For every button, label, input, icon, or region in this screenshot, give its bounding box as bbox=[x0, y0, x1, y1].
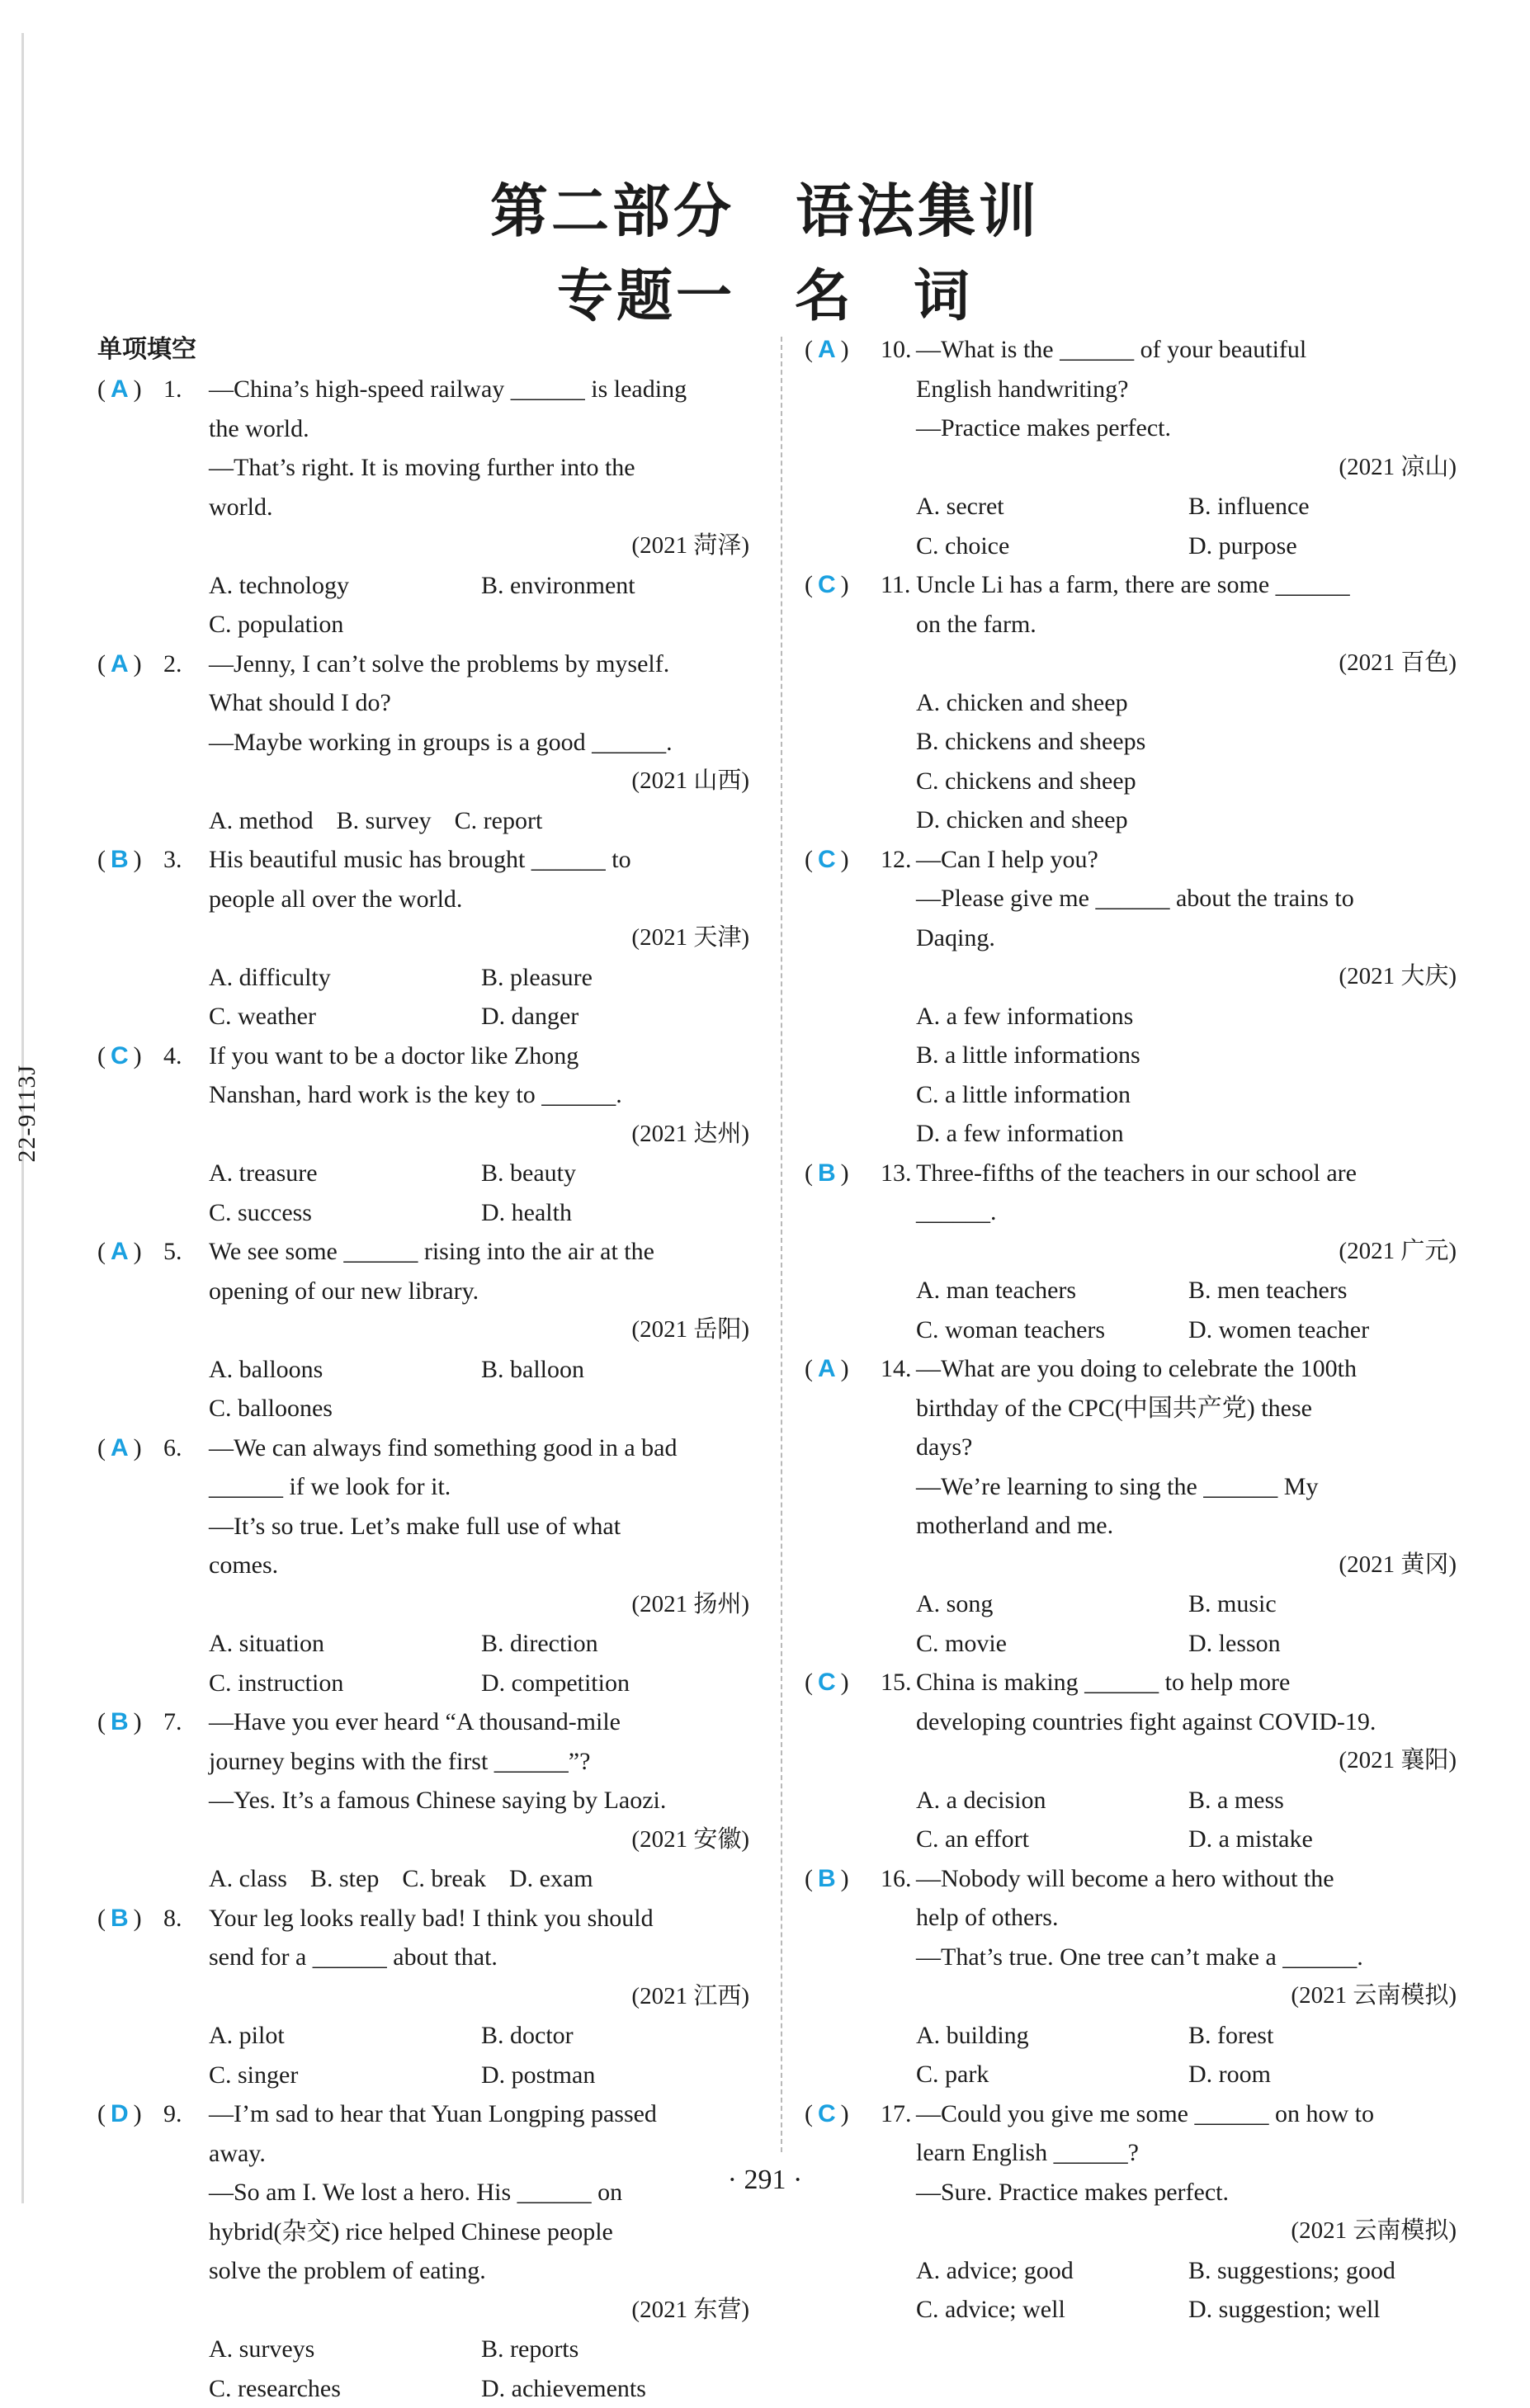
question-source: (2021 大庆) bbox=[916, 957, 1457, 997]
question-item bbox=[805, 1154, 1457, 1350]
question-line: motherland and me. bbox=[916, 1506, 1457, 1546]
question-line: Three-fifths of the teachers in our school are bbox=[916, 1154, 1457, 1193]
question-source: (2021 菏泽) bbox=[209, 526, 749, 566]
option: B. direction bbox=[481, 1624, 753, 1664]
question-source: (2021 山西) bbox=[209, 762, 749, 801]
left-column bbox=[97, 330, 749, 2408]
question-line: What should I do? bbox=[209, 683, 749, 723]
question-item bbox=[805, 840, 1457, 1154]
question-line: ______. bbox=[916, 1192, 1457, 1232]
page-number: · 291 · bbox=[0, 2165, 1530, 2196]
question-number: 6. bbox=[163, 1428, 182, 1468]
question-line: —We can always find something good in a bad bbox=[209, 1428, 749, 1468]
answer-bracket: ( C ) bbox=[805, 1663, 849, 1702]
answer-letter: C bbox=[813, 846, 841, 873]
question-source: (2021 黄冈) bbox=[916, 1546, 1457, 1585]
side-code: 22-9113J bbox=[15, 1065, 51, 1163]
question-number: 5. bbox=[163, 1232, 182, 1272]
option: A. a decision bbox=[916, 1781, 1188, 1820]
option: C. population bbox=[209, 605, 481, 644]
answer-letter: D bbox=[106, 2100, 134, 2127]
question-item bbox=[805, 330, 1457, 565]
answer-letter: B bbox=[106, 846, 134, 873]
option: A. balloons bbox=[209, 1350, 481, 1390]
option-grid bbox=[209, 1154, 749, 1232]
answer-bracket: ( C ) bbox=[805, 565, 849, 605]
question-source: (2021 岳阳) bbox=[209, 1310, 749, 1350]
question-line: send for a ______ about that. bbox=[209, 1938, 749, 1977]
question-line: English handwriting? bbox=[916, 370, 1457, 409]
part-title: 第二部分 语法集训 bbox=[0, 165, 1530, 248]
question-line: days? bbox=[916, 1428, 1457, 1467]
option: C. choice bbox=[916, 526, 1188, 566]
option: A. secret bbox=[916, 487, 1188, 526]
question-line: Nanshan, hard work is the key to ______. bbox=[209, 1075, 749, 1115]
question-line: —That’s true. One tree can’t make a ______. bbox=[916, 1938, 1457, 1977]
question-line: Your leg looks really bad! I think you should bbox=[209, 1899, 749, 1938]
answer-bracket: ( C ) bbox=[805, 2094, 849, 2134]
option: B. balloon bbox=[481, 1350, 753, 1390]
option: D. room bbox=[1188, 2055, 1461, 2094]
topic-title: 专题一 名 词 bbox=[0, 252, 1530, 332]
question-line: —Can I help you? bbox=[916, 840, 1457, 880]
option: D. lesson bbox=[1188, 1624, 1461, 1664]
question-number: 7. bbox=[163, 1702, 182, 1742]
question-line: people all over the world. bbox=[209, 880, 749, 919]
question-line: learn English ______? bbox=[916, 2133, 1457, 2173]
question-line: on the farm. bbox=[916, 605, 1457, 644]
answer-letter: B bbox=[813, 1865, 841, 1892]
answer-bracket: ( A ) bbox=[97, 644, 142, 684]
question-line: —Yes. It’s a famous Chinese saying by Laozi. bbox=[209, 1781, 749, 1820]
answer-letter: B bbox=[106, 1708, 134, 1735]
option: D. health bbox=[481, 1193, 753, 1233]
question-number: 2. bbox=[163, 644, 182, 684]
answer-letter: A bbox=[106, 1238, 134, 1265]
question-line: —China’s high-speed railway ______ is leading bbox=[209, 370, 749, 409]
question-item bbox=[805, 2094, 1457, 2330]
question-item bbox=[805, 1663, 1457, 1859]
answer-letter: C bbox=[813, 1669, 841, 1696]
option: D. chicken and sheep bbox=[916, 800, 1457, 840]
option: B. music bbox=[1188, 1584, 1461, 1624]
option: C. park bbox=[916, 2055, 1188, 2094]
option: B. suggestions; good bbox=[1188, 2251, 1461, 2291]
answer-bracket: ( D ) bbox=[97, 2094, 142, 2134]
question-number: 8. bbox=[163, 1899, 182, 1938]
right-question-list bbox=[805, 330, 1457, 2330]
question-source: (2021 东营) bbox=[209, 2291, 749, 2330]
option: B. pleasure bbox=[481, 958, 753, 998]
question-line: opening of our new library. bbox=[209, 1272, 749, 1311]
option-grid bbox=[916, 2016, 1457, 2094]
option: C. singer bbox=[209, 2056, 481, 2095]
question-number: 1. bbox=[163, 370, 182, 409]
question-line: Daqing. bbox=[916, 918, 1457, 958]
option: B. survey bbox=[337, 801, 432, 841]
question-line: —That’s right. It is moving further into the bbox=[209, 448, 749, 488]
option-grid bbox=[916, 487, 1457, 565]
option: A. difficulty bbox=[209, 958, 481, 998]
option: A. pilot bbox=[209, 2016, 481, 2056]
answer-letter: C bbox=[813, 2100, 841, 2127]
option: C. break bbox=[402, 1859, 486, 1899]
question-line: —We’re learning to sing the ______ My bbox=[916, 1467, 1457, 1507]
option-grid bbox=[916, 1584, 1457, 1663]
option-grid bbox=[209, 958, 749, 1036]
question-number: 16. bbox=[881, 1859, 912, 1899]
option: A. class bbox=[209, 1859, 287, 1899]
option: D. achievements bbox=[481, 2369, 753, 2408]
section-label: 单项填空 bbox=[97, 330, 749, 370]
right-column bbox=[805, 330, 1457, 2330]
question-item bbox=[97, 1232, 749, 1428]
option-grid bbox=[209, 2016, 749, 2094]
question-source: (2021 凉山) bbox=[916, 448, 1457, 488]
option: C. researches bbox=[209, 2369, 481, 2408]
option-list bbox=[916, 683, 1457, 840]
option: B. environment bbox=[481, 566, 753, 606]
question-line: hybrid(杂交) rice helped Chinese people bbox=[209, 2212, 749, 2252]
answer-bracket: ( A ) bbox=[97, 1232, 142, 1272]
question-line: world. bbox=[209, 488, 749, 527]
answer-letter: B bbox=[106, 1905, 134, 1932]
option: A. treasure bbox=[209, 1154, 481, 1193]
answer-letter: B bbox=[813, 1159, 841, 1187]
answer-bracket: ( C ) bbox=[97, 1036, 142, 1076]
question-number: 3. bbox=[163, 840, 182, 880]
question-number: 15. bbox=[881, 1663, 912, 1702]
option: D. purpose bbox=[1188, 526, 1461, 566]
question-source: (2021 广元) bbox=[916, 1232, 1457, 1272]
question-source: (2021 襄阳) bbox=[916, 1741, 1457, 1781]
question-item bbox=[805, 1859, 1457, 2094]
question-line: —I’m sad to hear that Yuan Longping passed bbox=[209, 2094, 749, 2134]
question-line: —Maybe working in groups is a good ______. bbox=[209, 723, 749, 763]
question-line: —Have you ever heard “A thousand-mile bbox=[209, 1702, 749, 1742]
answer-letter: C bbox=[106, 1042, 134, 1069]
question-item bbox=[97, 1702, 749, 1899]
question-line: ______ if we look for it. bbox=[209, 1467, 749, 1507]
question-line: away. bbox=[209, 2134, 749, 2174]
option: C. success bbox=[209, 1193, 481, 1233]
option-grid bbox=[916, 1781, 1457, 1859]
answer-bracket: ( B ) bbox=[97, 840, 142, 880]
question-item bbox=[97, 2094, 749, 2408]
question-number: 9. bbox=[163, 2094, 182, 2134]
option: B. influence bbox=[1188, 487, 1461, 526]
question-source: (2021 天津) bbox=[209, 918, 749, 958]
option: D. exam bbox=[509, 1859, 593, 1899]
answer-letter: C bbox=[813, 571, 841, 598]
question-line: China is making ______ to help more bbox=[916, 1663, 1457, 1702]
question-line: —What are you doing to celebrate the 100th bbox=[916, 1349, 1457, 1389]
option: D. a mistake bbox=[1188, 1820, 1461, 1859]
option: D. danger bbox=[481, 997, 753, 1036]
question-source: (2021 百色) bbox=[916, 644, 1457, 683]
option: A. advice; good bbox=[916, 2251, 1188, 2291]
question-line: —Sure. Practice makes perfect. bbox=[916, 2173, 1457, 2212]
option: B. forest bbox=[1188, 2016, 1461, 2056]
option: D. competition bbox=[481, 1664, 753, 1703]
question-source: (2021 云南模拟) bbox=[916, 1976, 1457, 2016]
question-line: —So am I. We lost a hero. His ______ on bbox=[209, 2173, 749, 2212]
option-grid bbox=[209, 2330, 749, 2408]
option: D. postman bbox=[481, 2056, 753, 2095]
option: C. a little information bbox=[916, 1075, 1457, 1115]
question-item bbox=[97, 840, 749, 1036]
option: A. surveys bbox=[209, 2330, 481, 2369]
answer-bracket: ( A ) bbox=[97, 370, 142, 409]
answer-letter: A bbox=[106, 375, 134, 403]
option: B. step bbox=[310, 1859, 379, 1899]
column-divider bbox=[781, 337, 782, 2152]
option-row bbox=[209, 801, 749, 841]
question-item bbox=[97, 370, 749, 644]
question-source: (2021 江西) bbox=[209, 1977, 749, 2017]
question-line: journey begins with the first ______”? bbox=[209, 1742, 749, 1782]
option: B. doctor bbox=[481, 2016, 753, 2056]
option: A. method bbox=[209, 801, 314, 841]
question-number: 14. bbox=[881, 1349, 912, 1389]
question-number: 4. bbox=[163, 1036, 182, 1076]
question-item bbox=[805, 1349, 1457, 1663]
question-item bbox=[97, 1428, 749, 1703]
option: C. report bbox=[455, 801, 543, 841]
option: D. a few information bbox=[916, 1114, 1457, 1154]
option: D. women teacher bbox=[1188, 1310, 1461, 1350]
option: C. advice; well bbox=[916, 2290, 1188, 2330]
option: D. suggestion; well bbox=[1188, 2290, 1461, 2330]
option: C. balloones bbox=[209, 1389, 481, 1428]
question-source: (2021 达州) bbox=[209, 1115, 749, 1154]
option: C. woman teachers bbox=[916, 1310, 1188, 1350]
option: B. men teachers bbox=[1188, 1271, 1461, 1310]
option: C. weather bbox=[209, 997, 481, 1036]
option: C. an effort bbox=[916, 1820, 1188, 1859]
question-number: 17. bbox=[881, 2094, 912, 2134]
option: A. man teachers bbox=[916, 1271, 1188, 1310]
question-number: 13. bbox=[881, 1154, 912, 1193]
option-grid bbox=[209, 1624, 749, 1702]
answer-letter: A bbox=[106, 650, 134, 678]
question-line: His beautiful music has brought ______ to bbox=[209, 840, 749, 880]
question-number: 10. bbox=[881, 330, 912, 370]
question-line: birthday of the CPC(中国共产党) these bbox=[916, 1389, 1457, 1428]
answer-bracket: ( B ) bbox=[97, 1899, 142, 1938]
option-grid bbox=[916, 1271, 1457, 1349]
option-list bbox=[916, 997, 1457, 1154]
question-source: (2021 云南模拟) bbox=[916, 2212, 1457, 2251]
question-line: help of others. bbox=[916, 1898, 1457, 1938]
option: A. building bbox=[916, 2016, 1188, 2056]
question-line: —Practice makes perfect. bbox=[916, 408, 1457, 448]
question-line: developing countries fight against COVID-19. bbox=[916, 1702, 1457, 1742]
question-line: Uncle Li has a farm, there are some ______ bbox=[916, 565, 1457, 605]
option-grid bbox=[209, 1350, 749, 1428]
answer-letter: A bbox=[106, 1434, 134, 1461]
option: A. technology bbox=[209, 566, 481, 606]
question-line: comes. bbox=[209, 1546, 749, 1585]
question-line: If you want to be a doctor like Zhong bbox=[209, 1036, 749, 1076]
option: B. a mess bbox=[1188, 1781, 1461, 1820]
answer-bracket: ( A ) bbox=[805, 1349, 849, 1389]
option: B. chickens and sheeps bbox=[916, 722, 1457, 762]
question-line: —Nobody will become a hero without the bbox=[916, 1859, 1457, 1899]
option: A. chicken and sheep bbox=[916, 683, 1457, 723]
question-source: (2021 扬州) bbox=[209, 1585, 749, 1625]
question-line: the world. bbox=[209, 409, 749, 449]
option-grid bbox=[209, 566, 749, 644]
answer-bracket: ( B ) bbox=[97, 1702, 142, 1742]
question-line: —Please give me ______ about the trains to bbox=[916, 879, 1457, 918]
question-line: —What is the ______ of your beautiful bbox=[916, 330, 1457, 370]
option: C. movie bbox=[916, 1624, 1188, 1664]
question-item bbox=[97, 1899, 749, 2095]
option-grid bbox=[916, 2251, 1457, 2330]
question-item bbox=[97, 1036, 749, 1233]
answer-bracket: ( B ) bbox=[805, 1154, 849, 1193]
answer-bracket: ( A ) bbox=[97, 1428, 142, 1468]
option: A. song bbox=[916, 1584, 1188, 1624]
question-item bbox=[805, 565, 1457, 840]
option: C. instruction bbox=[209, 1664, 481, 1703]
answer-letter: A bbox=[813, 1355, 841, 1382]
question-number: 11. bbox=[881, 565, 910, 605]
answer-bracket: ( B ) bbox=[805, 1859, 849, 1899]
question-line: —Jenny, I can’t solve the problems by myself. bbox=[209, 644, 749, 684]
option: A. situation bbox=[209, 1624, 481, 1664]
question-number: 12. bbox=[881, 840, 912, 880]
question-source: (2021 安徽) bbox=[209, 1820, 749, 1860]
option: B. beauty bbox=[481, 1154, 753, 1193]
option: B. a little informations bbox=[916, 1036, 1457, 1075]
option: A. a few informations bbox=[916, 997, 1457, 1036]
left-question-list bbox=[97, 370, 749, 2408]
option: C. chickens and sheep bbox=[916, 762, 1457, 801]
answer-bracket: ( A ) bbox=[805, 330, 849, 370]
question-item bbox=[97, 644, 749, 841]
question-line: solve the problem of eating. bbox=[209, 2251, 749, 2291]
option: B. reports bbox=[481, 2330, 753, 2369]
answer-letter: A bbox=[813, 336, 841, 363]
option-row bbox=[209, 1859, 749, 1899]
question-line: We see some ______ rising into the air at the bbox=[209, 1232, 749, 1272]
question-line: —It’s so true. Let’s make full use of what bbox=[209, 1507, 749, 1546]
question-line: —Could you give me some ______ on how to bbox=[916, 2094, 1457, 2134]
answer-bracket: ( C ) bbox=[805, 840, 849, 880]
